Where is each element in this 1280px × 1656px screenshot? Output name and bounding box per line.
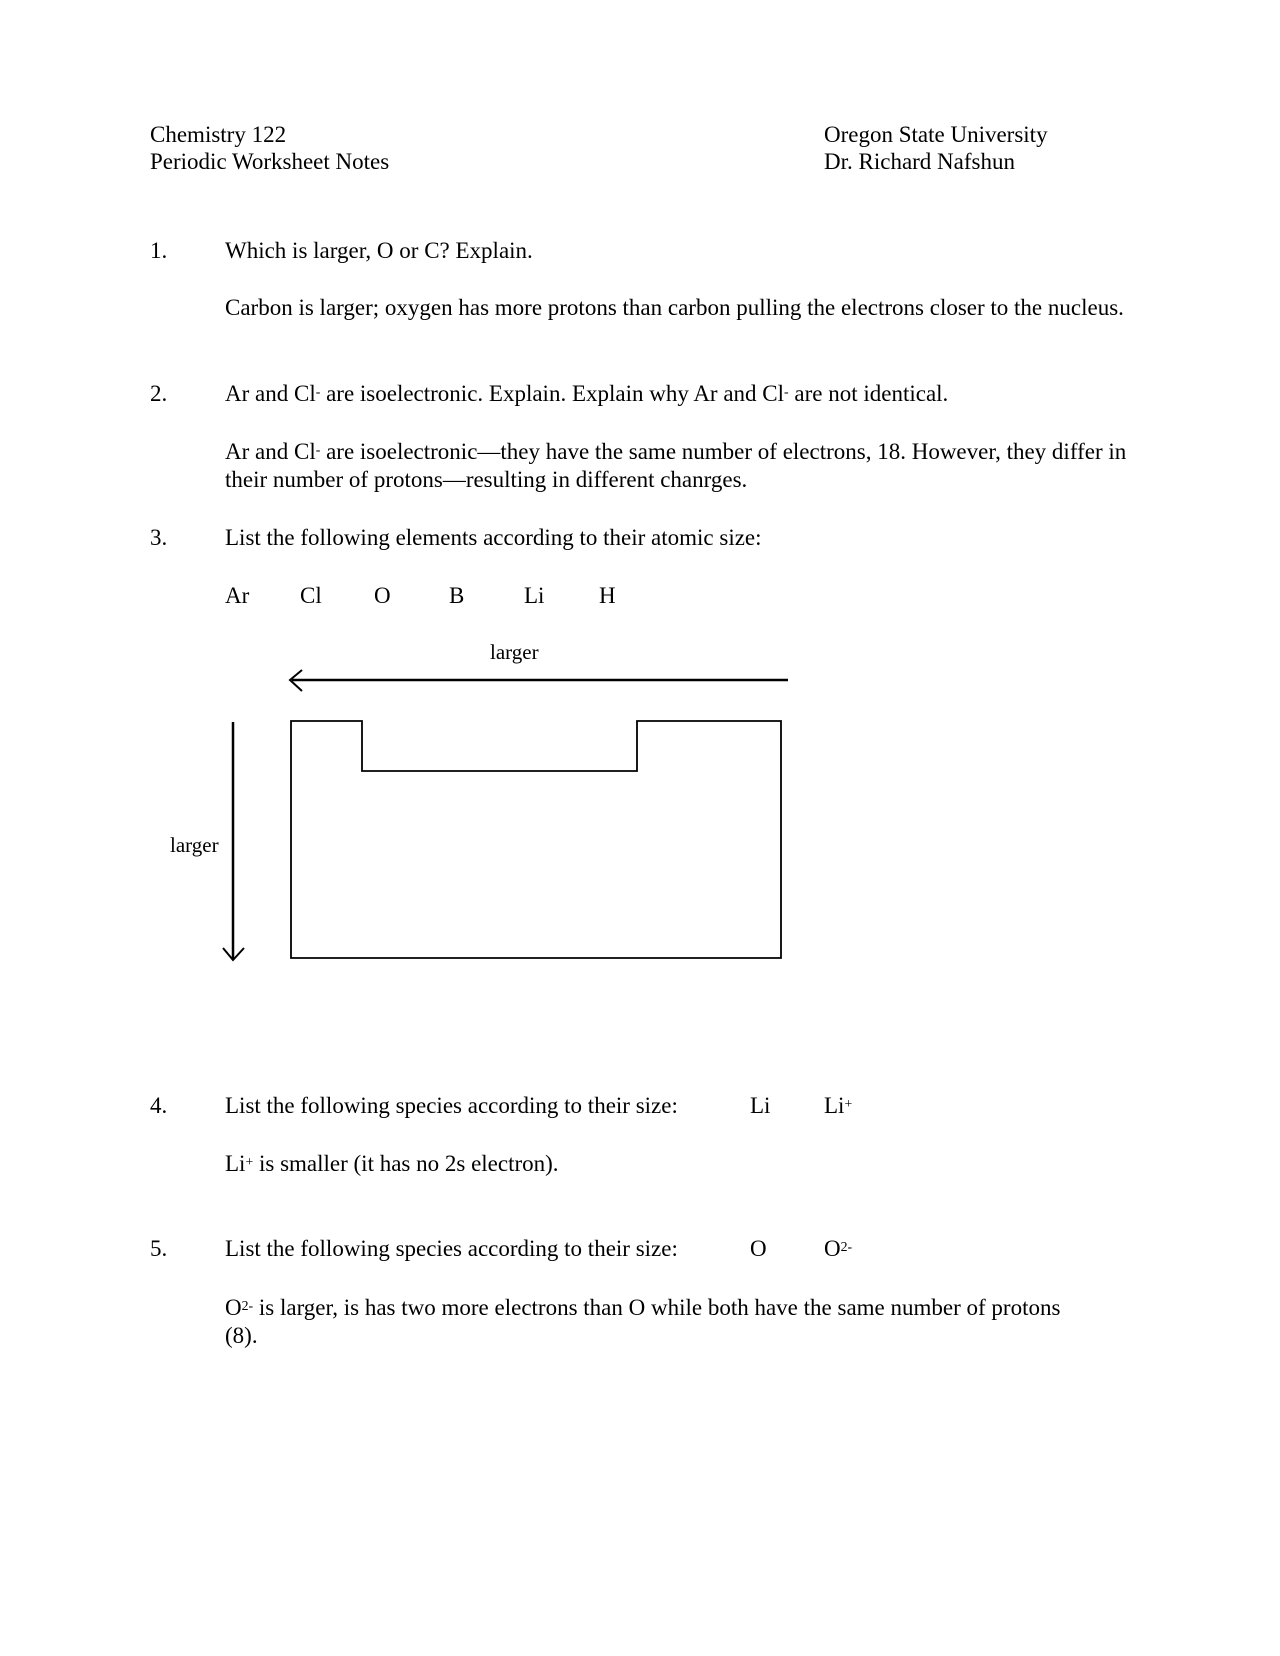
answer-text: Li+ is smaller (it has no 2s electron). bbox=[225, 1151, 559, 1176]
element-symbol: O bbox=[374, 583, 391, 608]
question-number: 2. bbox=[150, 381, 168, 406]
down-arrow-icon bbox=[223, 722, 244, 960]
element-symbol: Li bbox=[524, 583, 545, 608]
question-text: Ar and Cl- are isoelectronic. Explain. Explain why Ar and Cl- are not identical. bbox=[225, 381, 949, 406]
element-symbol: B bbox=[449, 583, 465, 608]
answer-text: Carbon is larger; oxygen has more protons than carbon pulling the electrons closer to the nucleus. bbox=[225, 295, 1124, 320]
question-number: 1. bbox=[150, 238, 168, 263]
species-symbol: Li bbox=[750, 1093, 771, 1118]
horizontal-trend-label: larger bbox=[490, 640, 539, 664]
answer-text: Ar and Cl- are isoelectronic—they have the same number of electrons, 18. However, they differ in their number of protons—resulting in different chanrges. bbox=[225, 439, 1127, 492]
question-text: List the following species according to their size: bbox=[225, 1093, 678, 1118]
question-text: List the following elements according to their atomic size: bbox=[225, 525, 762, 550]
course-name: Chemistry 122 bbox=[150, 122, 287, 147]
species-symbol: O bbox=[750, 1236, 767, 1261]
periodic-table-outline bbox=[291, 721, 781, 958]
instructor-name: Dr. Richard Nafshun bbox=[824, 149, 1015, 174]
vertical-trend-label: larger bbox=[170, 833, 219, 857]
institution-name: Oregon State University bbox=[824, 122, 1048, 147]
question-text: Which is larger, O or C? Explain. bbox=[225, 238, 533, 263]
question-number: 4. bbox=[150, 1093, 168, 1118]
species-symbol: $O^{2-}$ bbox=[824, 1236, 853, 1261]
worksheet-title: Periodic Worksheet Notes bbox=[150, 149, 390, 174]
question-text: List the following species according to their size: bbox=[225, 1236, 678, 1261]
element-symbol: Cl bbox=[300, 583, 322, 608]
question-number: 5. bbox=[150, 1236, 168, 1261]
left-arrow-icon bbox=[290, 670, 788, 691]
element-symbol: H bbox=[599, 583, 616, 608]
question-number: 3. bbox=[150, 525, 168, 550]
answer-text: $O^{2-}$ is larger, is has two more electrons than O while both have the same number of protons (8). bbox=[225, 1295, 1061, 1348]
species-symbol: Li+ bbox=[824, 1093, 853, 1118]
element-symbol: Ar bbox=[225, 583, 250, 608]
